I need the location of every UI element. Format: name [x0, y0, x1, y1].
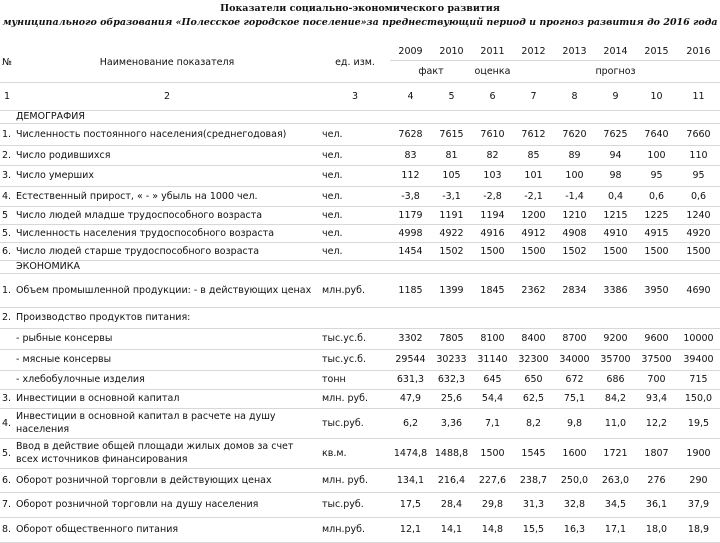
row-number	[0, 349, 14, 370]
value-cell: 1545	[513, 438, 554, 468]
value-cell: 4910	[595, 224, 636, 242]
unit-cell: чел.	[320, 186, 390, 206]
table-row	[0, 165, 720, 186]
row-number: 2.	[0, 307, 14, 328]
value-cell: 29,8	[472, 492, 513, 517]
value-cell: 19,5	[677, 408, 720, 438]
table-row	[0, 492, 720, 517]
value-cell: 82	[472, 145, 513, 165]
indicator-name: - мясные консервы	[14, 349, 320, 370]
row-number	[0, 328, 14, 349]
value-cell: 1845	[472, 273, 513, 307]
value-cell: 290	[677, 468, 720, 492]
value-cell: 32300	[513, 349, 554, 370]
unit-cell: тыс.руб.	[320, 408, 390, 438]
header-name: Наименование показателя	[14, 44, 320, 82]
value-cell: 1215	[595, 206, 636, 224]
row-number: 6.	[0, 242, 14, 260]
value-cell: 34000	[554, 349, 595, 370]
value-cell: 0,4	[595, 186, 636, 206]
value-cell: 16,3	[554, 517, 595, 542]
value-cell: 1900	[677, 438, 720, 468]
unit-cell: млн. руб.	[320, 468, 390, 492]
header-num: №	[0, 44, 14, 82]
value-cell: 650	[513, 370, 554, 389]
col-number: 4	[390, 82, 431, 110]
value-cell: 4908	[554, 224, 595, 242]
header-row	[0, 44, 720, 60]
value-cell	[554, 307, 595, 328]
header-year: 2011	[472, 44, 513, 60]
value-cell: 36,1	[636, 492, 677, 517]
value-cell	[595, 307, 636, 328]
value-cell: 700	[636, 370, 677, 389]
unit-cell: тыс.ус.б.	[320, 349, 390, 370]
value-cell: -3,8	[390, 186, 431, 206]
value-cell: 8400	[513, 328, 554, 349]
value-cell: -3,1	[431, 186, 472, 206]
value-cell: 1502	[431, 242, 472, 260]
table-row	[0, 328, 720, 349]
indicator-name: - рыбные консервы	[14, 328, 320, 349]
value-cell: 12,2	[636, 408, 677, 438]
unit-cell: чел.	[320, 206, 390, 224]
value-cell: 37,9	[677, 492, 720, 517]
value-cell: 3950	[636, 273, 677, 307]
value-cell: 7620	[554, 123, 595, 145]
indicator-name: Оборот розничной торговли в действующих ценах	[14, 468, 320, 492]
value-cell: 17,1	[595, 517, 636, 542]
value-cell: 4690	[677, 273, 720, 307]
value-cell: 1194	[472, 206, 513, 224]
indicator-name: Численность населения трудоспособного возраста	[14, 224, 320, 242]
row-num-blank	[0, 110, 14, 123]
value-cell: 631,3	[390, 370, 431, 389]
table-row	[0, 242, 720, 260]
indicator-name: Производство продуктов питания:	[14, 307, 320, 328]
indicator-name: Численность постоянного населения(среднегодовая)	[14, 123, 320, 145]
value-cell: 83	[390, 145, 431, 165]
row-number: 7.	[0, 492, 14, 517]
value-cell: 134,1	[390, 468, 431, 492]
table-row	[0, 438, 720, 468]
value-cell: 9600	[636, 328, 677, 349]
indicators-table	[0, 44, 720, 543]
value-cell: 4916	[472, 224, 513, 242]
header-forecast: прогноз	[554, 60, 677, 82]
unit-cell: тыс.ус.б.	[320, 328, 390, 349]
value-cell: -2,1	[513, 186, 554, 206]
value-cell: 1500	[513, 242, 554, 260]
unit-cell: кв.м.	[320, 438, 390, 468]
value-cell	[431, 307, 472, 328]
row-number: 4.	[0, 186, 14, 206]
indicator-name: Инвестиции в основной капитал	[14, 389, 320, 408]
table-row	[0, 389, 720, 408]
value-cell: 4922	[431, 224, 472, 242]
value-cell: 32,8	[554, 492, 595, 517]
header-year: 2015	[636, 44, 677, 60]
value-cell: -1,4	[554, 186, 595, 206]
title-line-2: муниципального образования «Полесское городское поселение»за преднествующий период и прогноз развития до 2016 года	[2, 17, 718, 28]
table-row	[0, 370, 720, 389]
value-cell: 1179	[390, 206, 431, 224]
value-cell: 34,5	[595, 492, 636, 517]
value-cell: 1500	[595, 242, 636, 260]
unit-cell: тыс.руб.	[320, 492, 390, 517]
table-row	[0, 224, 720, 242]
row-number: 1.	[0, 273, 14, 307]
header-year: 2014	[595, 44, 636, 60]
value-cell: 103	[472, 165, 513, 186]
value-cell: -2,8	[472, 186, 513, 206]
value-cell: 7628	[390, 123, 431, 145]
value-cell: 7640	[636, 123, 677, 145]
value-cell: 1474,8	[390, 438, 431, 468]
value-cell: 81	[431, 145, 472, 165]
value-cell: 85	[513, 145, 554, 165]
value-cell: 250,0	[554, 468, 595, 492]
value-cell: 7660	[677, 123, 720, 145]
section-title: ДЕМОГРАФИЯ	[14, 110, 720, 123]
value-cell: 3302	[390, 328, 431, 349]
value-cell: 227,6	[472, 468, 513, 492]
indicator-name: Число людей старше трудоспособного возраста	[14, 242, 320, 260]
value-cell: 30233	[431, 349, 472, 370]
indicator-name: Ввод в действие общей площади жилых домов за счет всех источников финансирования	[14, 438, 320, 468]
value-cell: 11,0	[595, 408, 636, 438]
value-cell: 1185	[390, 273, 431, 307]
value-cell: 276	[636, 468, 677, 492]
value-cell: 7625	[595, 123, 636, 145]
value-cell: 84,2	[595, 389, 636, 408]
value-cell: 632,3	[431, 370, 472, 389]
row-number: 2.	[0, 145, 14, 165]
unit-cell: чел.	[320, 123, 390, 145]
value-cell: 10000	[677, 328, 720, 349]
value-cell: 7,1	[472, 408, 513, 438]
unit-cell: млн.руб.	[320, 273, 390, 307]
header-unit: ед. изм.	[320, 44, 390, 82]
value-cell: 1225	[636, 206, 677, 224]
value-cell: 1500	[472, 242, 513, 260]
unit-cell	[320, 307, 390, 328]
value-cell: 645	[472, 370, 513, 389]
value-cell: 7612	[513, 123, 554, 145]
value-cell: 94	[595, 145, 636, 165]
table-row	[0, 186, 720, 206]
value-cell: 1454	[390, 242, 431, 260]
value-cell: 715	[677, 370, 720, 389]
value-cell: 1191	[431, 206, 472, 224]
value-cell: 1240	[677, 206, 720, 224]
value-cell: 4920	[677, 224, 720, 242]
value-cell: 4912	[513, 224, 554, 242]
value-cell: 12,1	[390, 517, 431, 542]
value-cell: 105	[431, 165, 472, 186]
value-cell: 31140	[472, 349, 513, 370]
value-cell: 25,6	[431, 389, 472, 408]
indicator-name: Число умерших	[14, 165, 320, 186]
table-row	[0, 408, 720, 438]
value-cell: 1502	[554, 242, 595, 260]
value-cell: 37500	[636, 349, 677, 370]
indicator-name: Оборот общественного питания	[14, 517, 320, 542]
value-cell: 1721	[595, 438, 636, 468]
value-cell: 28,4	[431, 492, 472, 517]
row-number	[0, 370, 14, 389]
value-cell: 2834	[554, 273, 595, 307]
section-row	[0, 110, 720, 123]
row-number: 3.	[0, 165, 14, 186]
value-cell: 1210	[554, 206, 595, 224]
value-cell: 17,5	[390, 492, 431, 517]
value-cell: 8700	[554, 328, 595, 349]
header-year: 2016	[677, 44, 720, 60]
header-blank	[677, 60, 720, 82]
indicator-name: Инвестиции в основной капитал в расчете на душу населения	[14, 408, 320, 438]
value-cell: 93,4	[636, 389, 677, 408]
unit-cell: млн. руб.	[320, 389, 390, 408]
header-blank	[513, 60, 554, 82]
header-year: 2009	[390, 44, 431, 60]
row-number: 5	[0, 206, 14, 224]
indicator-name: Естественный прирост, « - » убыль на 1000 чел.	[14, 186, 320, 206]
row-number: 5.	[0, 224, 14, 242]
table-row	[0, 349, 720, 370]
unit-cell: млн.руб.	[320, 517, 390, 542]
value-cell: 112	[390, 165, 431, 186]
value-cell: 1807	[636, 438, 677, 468]
value-cell: 238,7	[513, 468, 554, 492]
value-cell: 686	[595, 370, 636, 389]
value-cell: 75,1	[554, 389, 595, 408]
table-row	[0, 123, 720, 145]
indicator-name: - хлебобулочные изделия	[14, 370, 320, 389]
header-year: 2013	[554, 44, 595, 60]
value-cell: 9200	[595, 328, 636, 349]
value-cell: 62,5	[513, 389, 554, 408]
unit-cell: чел.	[320, 145, 390, 165]
value-cell	[472, 307, 513, 328]
value-cell: 47,9	[390, 389, 431, 408]
value-cell: 8,2	[513, 408, 554, 438]
table-row	[0, 206, 720, 224]
col-number: 6	[472, 82, 513, 110]
value-cell: 7615	[431, 123, 472, 145]
row-number: 5.	[0, 438, 14, 468]
value-cell: 1500	[472, 438, 513, 468]
value-cell: 1488,8	[431, 438, 472, 468]
col-number: 3	[320, 82, 390, 110]
value-cell: 89	[554, 145, 595, 165]
value-cell: 1600	[554, 438, 595, 468]
value-cell: 98	[595, 165, 636, 186]
value-cell	[513, 307, 554, 328]
value-cell: 29544	[390, 349, 431, 370]
col-number: 7	[513, 82, 554, 110]
document-title	[0, 2, 720, 30]
indicator-name: Оборот розничной торговли на душу населения	[14, 492, 320, 517]
indicator-name: Объем промышленной продукции: - в действующих ценах	[14, 273, 320, 307]
value-cell: 1399	[431, 273, 472, 307]
value-cell: 0,6	[636, 186, 677, 206]
value-cell: 6,2	[390, 408, 431, 438]
value-cell: 0,6	[677, 186, 720, 206]
col-number: 9	[595, 82, 636, 110]
col-number: 5	[431, 82, 472, 110]
value-cell: 9,8	[554, 408, 595, 438]
unit-cell: чел.	[320, 165, 390, 186]
row-number: 3.	[0, 389, 14, 408]
unit-cell: чел.	[320, 224, 390, 242]
section-title: ЭКОНОМИКА	[14, 260, 720, 273]
value-cell: 14,1	[431, 517, 472, 542]
value-cell	[677, 307, 720, 328]
value-cell: 110	[677, 145, 720, 165]
unit-cell: чел.	[320, 242, 390, 260]
row-number: 8.	[0, 517, 14, 542]
value-cell	[636, 307, 677, 328]
row-number: 1.	[0, 123, 14, 145]
value-cell: 35700	[595, 349, 636, 370]
value-cell: 3,36	[431, 408, 472, 438]
unit-cell: тонн	[320, 370, 390, 389]
table-row	[0, 517, 720, 542]
value-cell: 216,4	[431, 468, 472, 492]
value-cell: 2362	[513, 273, 554, 307]
value-cell: 1200	[513, 206, 554, 224]
value-cell: 18,9	[677, 517, 720, 542]
value-cell: 95	[636, 165, 677, 186]
header-estimate: оценка	[472, 60, 513, 82]
indicator-name: Число родившихся	[14, 145, 320, 165]
title-line-1: Показатели социально-экономического развития	[220, 3, 500, 14]
row-number: 6.	[0, 468, 14, 492]
row-number: 4.	[0, 408, 14, 438]
header-fact: факт	[390, 60, 472, 82]
indicator-name: Число людей младше трудоспособного возраста	[14, 206, 320, 224]
value-cell: 8100	[472, 328, 513, 349]
value-cell: 1500	[636, 242, 677, 260]
value-cell: 7805	[431, 328, 472, 349]
header-year: 2012	[513, 44, 554, 60]
value-cell: 54,4	[472, 389, 513, 408]
value-cell: 101	[513, 165, 554, 186]
row-num-blank	[0, 260, 14, 273]
value-cell: 100	[636, 145, 677, 165]
value-cell: 15,5	[513, 517, 554, 542]
value-cell: 1500	[677, 242, 720, 260]
col-number: 8	[554, 82, 595, 110]
value-cell: 4915	[636, 224, 677, 242]
col-number: 11	[677, 82, 720, 110]
value-cell: 263,0	[595, 468, 636, 492]
value-cell: 4998	[390, 224, 431, 242]
table-row	[0, 468, 720, 492]
value-cell: 31,3	[513, 492, 554, 517]
value-cell: 150,0	[677, 389, 720, 408]
value-cell	[390, 307, 431, 328]
value-cell: 3386	[595, 273, 636, 307]
column-number-row	[0, 82, 720, 110]
col-number: 10	[636, 82, 677, 110]
value-cell: 100	[554, 165, 595, 186]
value-cell: 7610	[472, 123, 513, 145]
value-cell: 95	[677, 165, 720, 186]
col-number: 2	[14, 82, 320, 110]
table-row	[0, 273, 720, 307]
value-cell: 14,8	[472, 517, 513, 542]
col-number: 1	[0, 82, 14, 110]
header-year: 2010	[431, 44, 472, 60]
value-cell: 39400	[677, 349, 720, 370]
value-cell: 18,0	[636, 517, 677, 542]
table-row	[0, 307, 720, 328]
value-cell: 672	[554, 370, 595, 389]
section-row	[0, 260, 720, 273]
table-row	[0, 145, 720, 165]
